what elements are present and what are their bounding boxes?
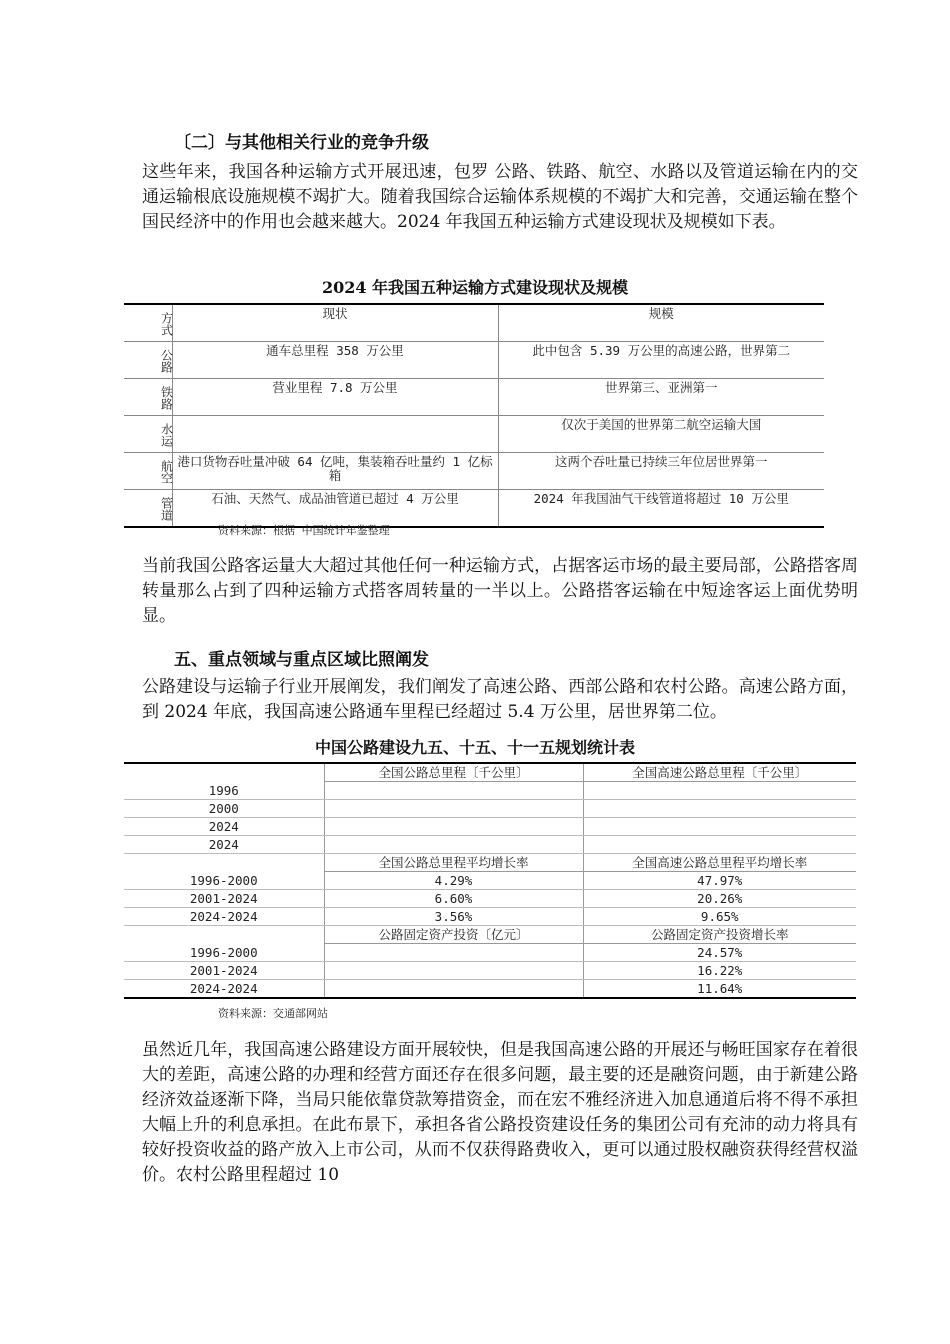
row-value [324, 818, 583, 836]
row-value [324, 782, 583, 800]
row-status: 营业里程 7.8 万公里 [172, 379, 498, 416]
row-value [583, 800, 856, 818]
table-row [124, 379, 824, 416]
table-header-row [124, 763, 856, 782]
row-status [172, 416, 498, 453]
header-blank [124, 926, 324, 944]
row-value [583, 782, 856, 800]
table1-title: 2024 年我国五种运输方式建设现状及规模 [321, 278, 629, 297]
section-heading: 〔二〕与其他相关行业的竞争升级 [174, 133, 429, 153]
row-status: 通车总里程 358 万公里 [172, 342, 498, 379]
header-total-growth: 全国公路总里程平均增长率 [324, 854, 583, 872]
row-mode: 公路 [124, 342, 172, 379]
header-expressway-mileage: 全国高速公路总里程〔千公里〕 [583, 763, 856, 782]
paragraph-passenger-transport: 当前我国公路客运量大大超过其他任何一种运输方式，占据客运市场的最主要局部，公路搭客周转量那么占到了四种运输方式搭客周转量的一半以上。公路搭客运输在中短途客运上面优势明显。 [142, 556, 858, 626]
row-year: 1996 [124, 782, 324, 800]
table-header-row [124, 854, 856, 872]
row-period: 2001-2024 [124, 962, 324, 980]
table-header-row [124, 926, 856, 944]
paragraph-highway-analysis: 公路建设与运输子行业开展阐发，我们阐发了高速公路、西部公路和农村公路。高速公路方面，到 2024 年底，我国高速公路通车里程已经超过 5.4 万公里，居世界第二位。 [142, 677, 858, 722]
row-value [324, 962, 583, 980]
transport-modes-table [124, 303, 824, 528]
table-header-row [124, 304, 824, 342]
table2-source: 资料来源：交通部网站 [218, 1007, 328, 1020]
row-scale: 仅次于美国的世界第二航空运输大国 [498, 416, 824, 453]
table-row [124, 342, 824, 379]
row-year: 2024 [124, 836, 324, 854]
row-value [324, 836, 583, 854]
header-scale: 规模 [498, 304, 824, 342]
table-row [124, 908, 856, 926]
highway-planning-table [124, 762, 856, 999]
row-value: 24.57% [583, 944, 856, 962]
row-mode: 铁路 [124, 379, 172, 416]
row-mode: 水运 [124, 416, 172, 453]
section-heading-5: 五、重点领域与重点区域比照阐发 [174, 650, 429, 670]
paragraph-transport-overview: 这些年来，我国各种运输方式开展迅速，包罗 公路、铁路、航空、水路以及管道运输在内的交通运输根底设施规模不竭扩大。随着我国综合运输体系规模的不竭扩大和完善，交通运输在整个国民经济中的作用也会越来越大。2024 年我国五种运输方式建设现状及规模如下表。 [142, 162, 858, 232]
row-period: 1996-2000 [124, 944, 324, 962]
table-row [124, 962, 856, 980]
header-blank [124, 854, 324, 872]
row-value: 4.29% [324, 872, 583, 890]
row-value [583, 818, 856, 836]
row-status: 港口货物吞吐量冲破 64 亿吨，集装箱吞吐量约 1 亿标箱 [172, 453, 498, 490]
row-scale: 此中包含 5.39 万公里的高速公路，世界第二 [498, 342, 824, 379]
row-value [324, 800, 583, 818]
header-mode: 方式 [159, 311, 174, 336]
row-period: 1996-2000 [124, 872, 324, 890]
row-value [583, 836, 856, 854]
row-period: 2001-2024 [124, 890, 324, 908]
table-row [124, 453, 824, 490]
paragraph-financing: 虽然近几年，我国高速公路建设方面开展较快，但是我国高速公路的开展还与畅旺国家存在着很大的差距，高速公路的办理和经营方面还存在很多问题，最主要的还是融资问题，由于新建公路经济效益逐渐下降，当局只能依靠贷款筹措资金，而在宏不雅经济进入加息通道后将不得不承担大幅上升的利息承担。在此布景下，承担各省公路投资建设任务的集团公司有充沛的动力将具有较好投资收益的路产放入上市公司，从而不仅获得路费收入，更可以通过股权融资获得经营权溢价。农村公路里程超过 10 [142, 1040, 858, 1185]
table-row [124, 872, 856, 890]
header-status: 现状 [172, 304, 498, 342]
row-value: 9.65% [583, 908, 856, 926]
row-value: 16.22% [583, 962, 856, 980]
header-investment: 公路固定资产投资〔亿元〕 [324, 926, 583, 944]
header-blank [124, 763, 324, 782]
row-value [324, 980, 583, 999]
table-row [124, 890, 856, 908]
table-row [124, 836, 856, 854]
row-year: 2000 [124, 800, 324, 818]
row-period: 2024-2024 [124, 980, 324, 999]
table-row [124, 782, 856, 800]
header-expressway-growth: 全国高速公路总里程平均增长率 [583, 854, 856, 872]
table-row [124, 818, 856, 836]
row-mode: 航空 [124, 453, 172, 490]
row-period: 2024-2024 [124, 908, 324, 926]
row-year: 2024 [124, 818, 324, 836]
row-value [324, 944, 583, 962]
row-value: 47.97% [583, 872, 856, 890]
row-scale: 这两个吞吐量已持续三年位居世界第一 [498, 453, 824, 490]
table-row [124, 980, 856, 999]
table-row [124, 944, 856, 962]
row-mode: 管道 [124, 490, 172, 528]
row-scale: 2024 年我国油气干线管道将超过 10 万公里 [498, 490, 824, 528]
header-total-mileage: 全国公路总里程〔千公里〕 [324, 763, 583, 782]
table1-source: 资料来源：根据 中国统计年鉴整理 [218, 524, 390, 537]
row-value: 20.26% [583, 890, 856, 908]
table2-title: 中国公路建设九五、十五、十一五规划统计表 [314, 738, 635, 757]
row-value: 11.64% [583, 980, 856, 999]
table-row [124, 416, 824, 453]
table-row [124, 800, 856, 818]
row-status: 石油、天然气、成品油管道已超过 4 万公里 [172, 490, 498, 528]
row-value: 6.60% [324, 890, 583, 908]
row-value: 3.56% [324, 908, 583, 926]
row-scale: 世界第三、亚洲第一 [498, 379, 824, 416]
header-investment-growth: 公路固定资产投资增长率 [583, 926, 856, 944]
